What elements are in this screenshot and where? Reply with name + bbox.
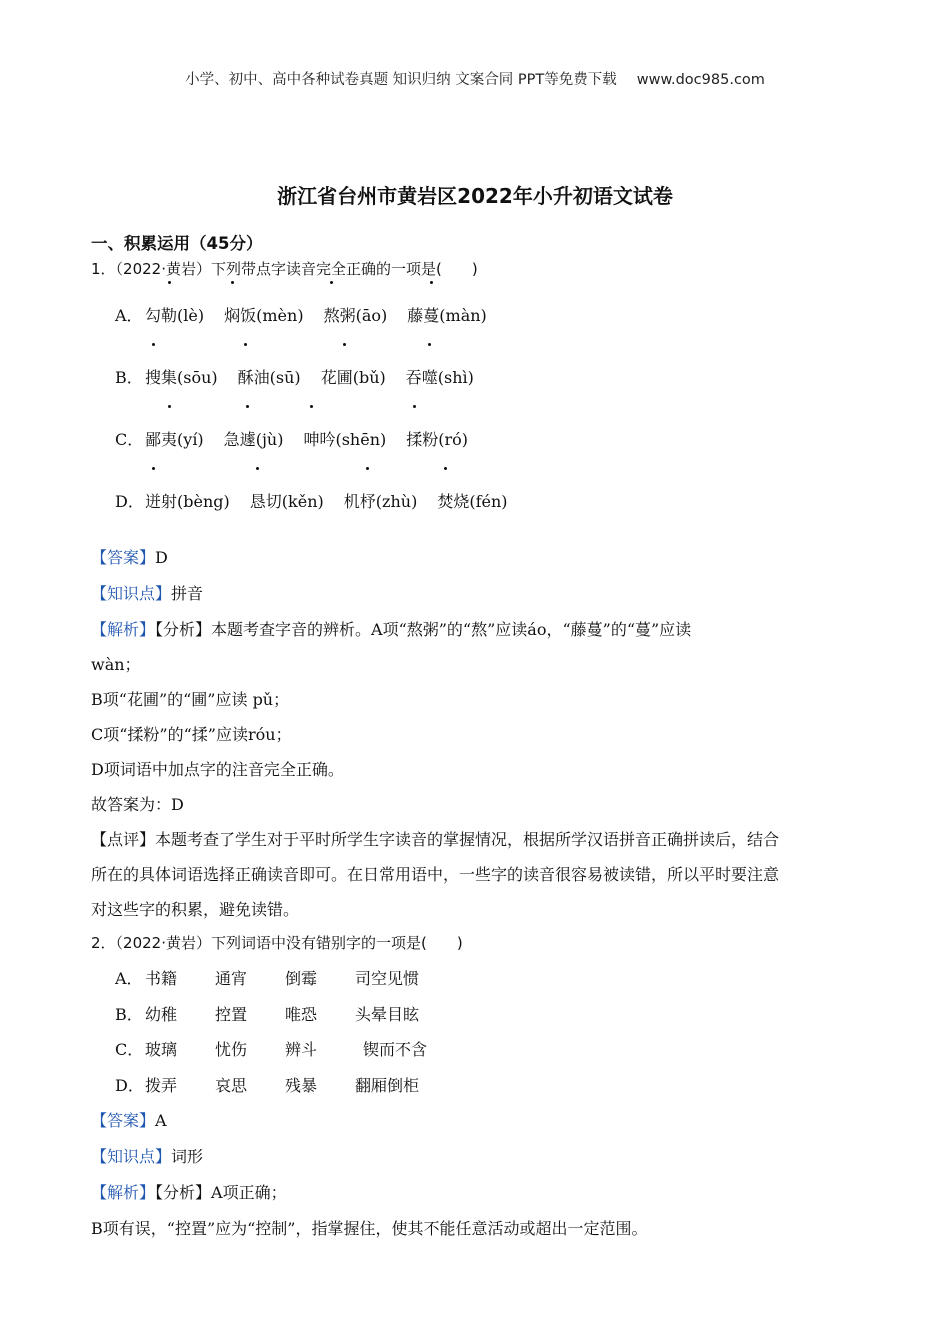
header-site-link[interactable]: www.doc985.com: [636, 72, 765, 88]
option-letter: C．: [115, 430, 144, 449]
dotted-character: 勒: [161, 285, 177, 347]
analysis-line: [91, 787, 851, 822]
dotted-character: 遽: [240, 409, 256, 471]
option-word: 倒霉: [285, 969, 318, 988]
q2-option: [91, 1068, 851, 1104]
word-suffix: 集(sōu): [161, 368, 218, 387]
analysis-text: wàn；: [91, 655, 141, 674]
document-title: 浙江省台州市黄岩区2022年小升初语文试卷: [277, 184, 673, 208]
word-suffix: (yí): [177, 430, 204, 449]
word-suffix: 射(bèng): [161, 492, 230, 511]
option-word: [145, 347, 218, 409]
analysis-line: [91, 682, 851, 717]
analysis-line: [91, 717, 851, 752]
option-word: [406, 409, 468, 471]
question-1-stem: 1．（2022·黄岩）下列带点字读音完全正确的一项是( ): [91, 260, 478, 278]
knowledge-point-value: 拼音: [171, 584, 204, 603]
section-heading: 一、积累运用（45分）: [91, 234, 263, 253]
option-word: 司空见惯: [355, 969, 420, 988]
dotted-character: 呻: [303, 409, 319, 471]
option-word: 拨弄: [145, 1075, 178, 1095]
option-letter: A．: [115, 306, 143, 325]
header-text: 小学、初中、高中各种试卷真题 知识归纳 文案合同 PPT等免费下载: [185, 72, 617, 88]
option-word: 书籍: [145, 969, 178, 988]
option-word: 忧伤: [215, 1040, 248, 1059]
option-letter: D．: [115, 1075, 144, 1095]
dotted-character: 夷: [161, 409, 177, 471]
q1-option: [91, 409, 851, 471]
question-2-knowledge-point: [91, 1139, 851, 1175]
option-word: [145, 471, 230, 533]
word-suffix: 饭(mèn): [240, 306, 304, 325]
dotted-character: 杼: [360, 471, 376, 533]
analysis-text: B项有误，“控置”应为“控制”，指掌握住，使其不能任意活动或超出一定范围。: [91, 1219, 648, 1238]
option-letter: D．: [115, 492, 144, 511]
word-prefix: 机: [343, 492, 360, 511]
option-word: 唯恐: [285, 1004, 318, 1024]
question-1-knowledge-point: [91, 576, 851, 612]
analysis-line: [91, 822, 851, 857]
answer-tag: 【答案】: [91, 548, 156, 567]
option-word: [406, 347, 474, 409]
option-word: 头晕目眩: [355, 1004, 420, 1024]
q1-option: [91, 471, 851, 533]
analysis-text: D项词语中加点字的注音完全正确。: [91, 760, 344, 779]
option-word: 通宵: [215, 969, 248, 988]
option-word: [437, 471, 507, 533]
dotted-character: 蔓: [423, 285, 439, 347]
dotted-character: 圃: [337, 347, 353, 409]
option-letter: A．: [115, 969, 143, 988]
dotted-character: 恳: [250, 471, 266, 533]
dotted-character: 焖: [224, 285, 240, 347]
question-2-analysis: [91, 1211, 851, 1247]
answer-value: A: [155, 1111, 167, 1130]
question-1-answer: [91, 540, 851, 576]
option-word: [224, 409, 284, 471]
dotted-character: 搜: [145, 347, 161, 409]
analysis-line: [91, 1211, 851, 1247]
analysis-line: [91, 647, 851, 682]
option-word: 玻璃: [145, 1040, 178, 1059]
answer-value: D: [155, 548, 168, 567]
dotted-character: 揉: [406, 409, 422, 471]
analysis-line: [91, 752, 851, 787]
analysis-text: 【分析】本题考查字音的辨析。A项“熬粥”的“熬”应读áo，“藤蔓”的“蔓”应读: [155, 620, 692, 639]
option-word: 辨斗: [285, 1040, 318, 1059]
option-word: 幼稚: [145, 1004, 178, 1024]
analysis-text: 【分析】A项正确；: [155, 1183, 287, 1202]
word-suffix: (màn): [439, 306, 487, 325]
analysis-line: [91, 612, 851, 647]
analysis-text: B项“花圃”的“圃”应读 pǔ；: [91, 690, 290, 709]
option-word: [344, 471, 418, 533]
dotted-character: 焚: [437, 471, 453, 533]
option-word: 翻厢倒柜: [355, 1075, 420, 1095]
word-suffix: 粥(āo): [339, 306, 388, 325]
question-1-options: [91, 285, 851, 533]
knowledge-point-tag: 【知识点】: [91, 584, 172, 603]
option-word: [250, 471, 324, 533]
word-suffix: (shì): [437, 368, 474, 387]
word-suffix: (zhù): [375, 492, 418, 511]
word-suffix: 粉(ró): [422, 430, 469, 449]
option-word: [324, 285, 388, 347]
analysis-line: [91, 892, 851, 927]
option-word: [321, 347, 386, 409]
knowledge-point-tag: 【知识点】: [91, 1147, 172, 1166]
option-word: 控置: [215, 1004, 248, 1024]
word-suffix: 切(kěn): [265, 492, 324, 511]
q2-option: [91, 997, 851, 1033]
option-word: [224, 285, 303, 347]
analysis-tag: 【解析】: [91, 620, 156, 639]
word-prefix: 花: [320, 368, 337, 387]
dotted-character: 噬: [422, 347, 438, 409]
option-word: 哀思: [215, 1075, 248, 1095]
option-word: [238, 347, 301, 409]
analysis-text: 所在的具体词语选择正确读音即可。在日常用语中，一些字的读音很容易被读错，所以平时要注意: [91, 865, 780, 884]
word-suffix: (bǔ): [352, 368, 386, 387]
analysis-tag: 【解析】: [91, 1183, 156, 1202]
word-suffix: (lè): [177, 306, 205, 325]
analysis-text: C项“揉粉”的“揉”应读róu；: [91, 725, 292, 744]
q1-option: [91, 285, 851, 347]
word-prefix: 鄙: [145, 430, 162, 449]
word-suffix: 烧(fén): [453, 492, 508, 511]
word-prefix: 急: [223, 430, 240, 449]
q2-option: [91, 961, 851, 997]
option-word: 残暴: [285, 1075, 318, 1095]
document-body: [91, 230, 851, 1247]
q2-option: [91, 1032, 851, 1068]
word-prefix: 藤: [407, 306, 424, 325]
dotted-character: 酥: [238, 347, 254, 409]
page-header: [0, 68, 950, 89]
word-suffix: (jù): [255, 430, 284, 449]
word-suffix: 吟(shēn): [319, 430, 387, 449]
option-word: [407, 285, 487, 347]
word-prefix: 勾: [145, 306, 162, 325]
option-letter: C．: [115, 1040, 144, 1059]
option-letter: B．: [115, 368, 143, 387]
question-2-options: [91, 961, 851, 1103]
word-prefix: 吞: [405, 368, 422, 387]
word-suffix: 油(sū): [253, 368, 301, 387]
option-word: [145, 409, 204, 471]
dotted-character: 迸: [145, 471, 161, 533]
q1-option: [91, 347, 851, 409]
knowledge-point-value: 词形: [171, 1147, 204, 1166]
question-2-answer: [91, 1103, 851, 1139]
analysis-text: 故答案为：D: [91, 795, 184, 814]
analysis-text: 【点评】本题考查了学生对于平时所学生字读音的掌握情况，根据所学汉语拼音正确拼读后，结合: [91, 830, 780, 849]
question-2-stem: 2．（2022·黄岩）下列词语中没有错别字的一项是( ): [91, 934, 463, 952]
answer-tag: 【答案】: [91, 1111, 156, 1130]
analysis-text: 对这些字的积累，避免读错。: [91, 900, 300, 919]
option-word: [303, 409, 386, 471]
dotted-character: 熬: [324, 285, 340, 347]
question-2-analysis-first: [91, 1175, 851, 1211]
question-1-analysis: [91, 612, 851, 927]
analysis-line: [91, 857, 851, 892]
option-word: [145, 285, 204, 347]
option-letter: B．: [115, 1004, 143, 1024]
option-word: 锲而不含: [363, 1040, 428, 1059]
